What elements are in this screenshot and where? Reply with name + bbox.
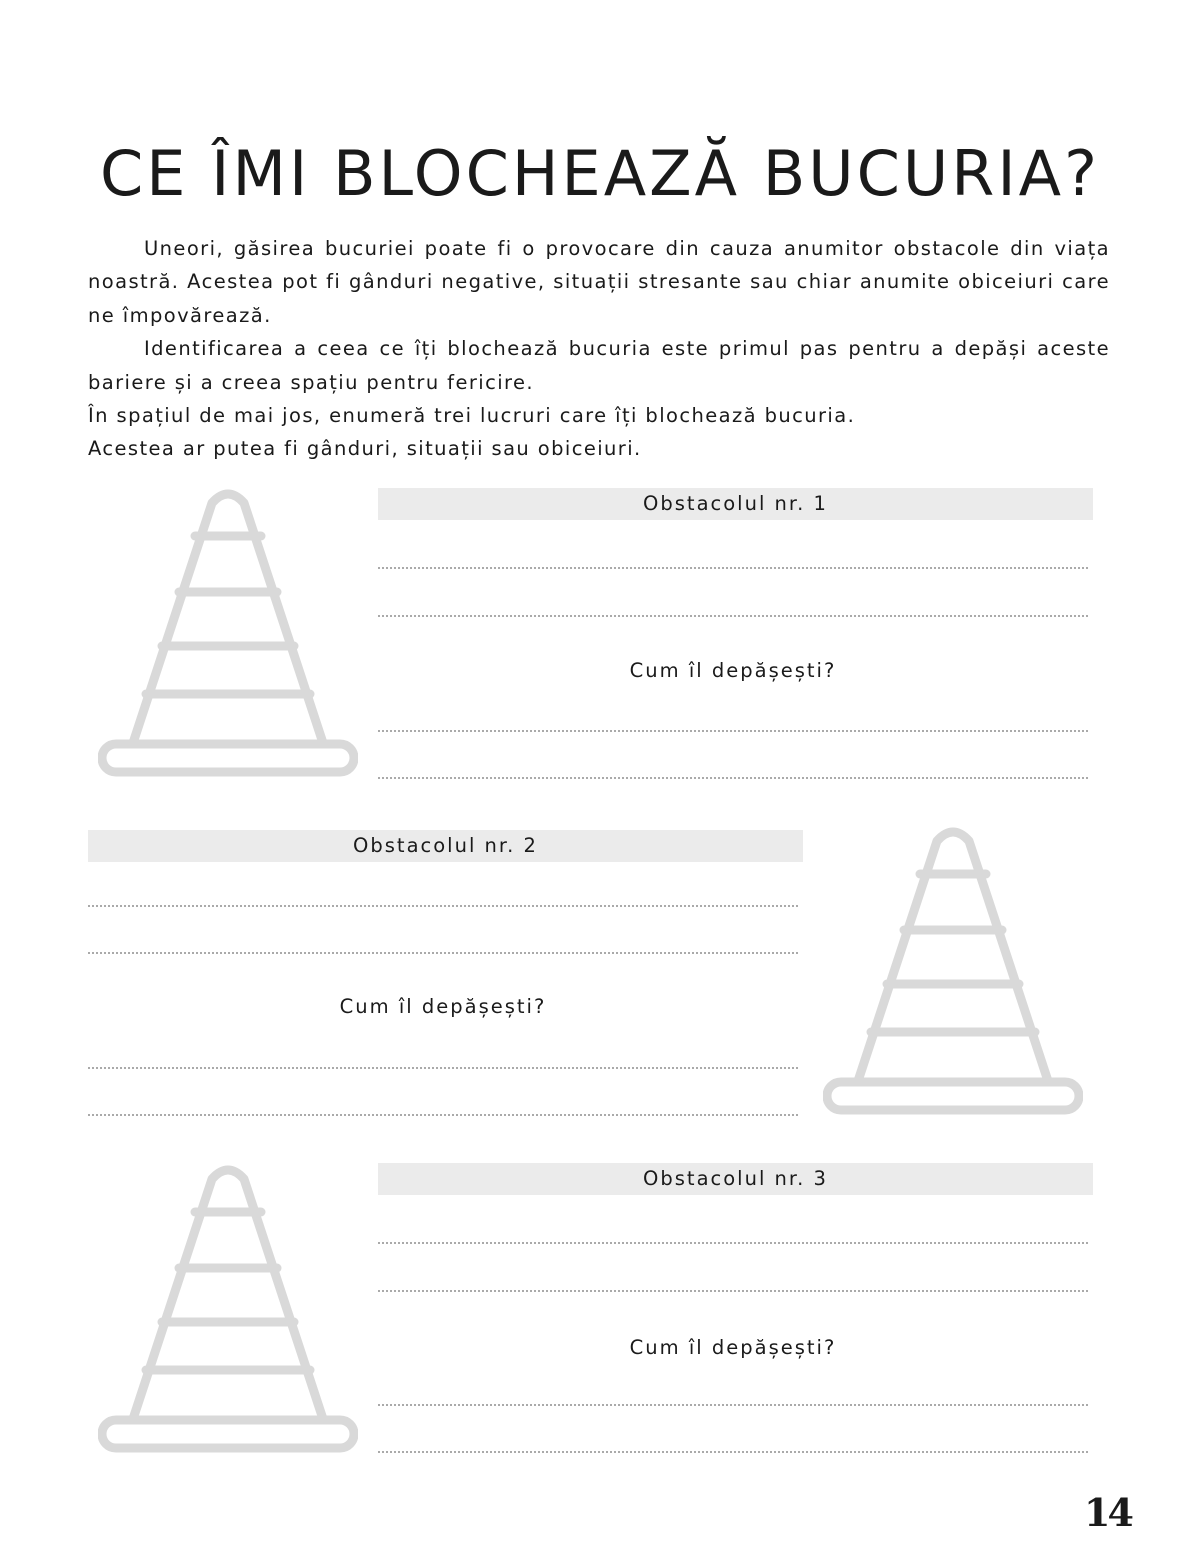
answer-line[interactable] xyxy=(378,1404,1088,1406)
answer-line[interactable] xyxy=(378,1242,1088,1244)
obstacle-3-heading: Obstacolul nr. 3 xyxy=(378,1163,1093,1195)
page-title: CE ÎMI BLOCHEAZĂ BUCURIA? xyxy=(100,137,1100,210)
intro-instruction: Acestea ar putea fi gânduri, situații sau obiceiuri. xyxy=(88,437,642,461)
answer-line[interactable] xyxy=(88,905,798,907)
traffic-cone-icon xyxy=(98,1164,358,1456)
intro-instruction: În spațiul de mai jos, enumeră trei lucruri care îți blochează bucuria. xyxy=(88,404,856,428)
answer-line[interactable] xyxy=(378,615,1088,617)
page-number: 14 xyxy=(1084,1490,1131,1535)
obstacle-3-question: Cum îl depășești? xyxy=(629,1336,837,1359)
obstacle-2-question: Cum îl depășești? xyxy=(339,995,547,1018)
answer-line[interactable] xyxy=(378,1451,1088,1453)
traffic-cone-icon xyxy=(823,826,1083,1118)
intro-paragraph: Uneori, găsirea bucuriei poate fi o provocare din cauza anumitor obstacole din viața noastră. Acestea pot fi gânduri negative, situații stresante sau chiar anumite obiceiuri care ne împovărează. xyxy=(88,237,1110,327)
answer-line[interactable] xyxy=(378,1290,1088,1292)
answer-line[interactable] xyxy=(88,1114,798,1116)
obstacle-2-heading: Obstacolul nr. 2 xyxy=(88,830,803,862)
intro-paragraph: Identificarea a ceea ce îți blochează bucuria este primul pas pentru a depăși aceste bariere și a creea spațiu pentru fericire. xyxy=(88,337,1110,394)
traffic-cone-icon xyxy=(98,488,358,780)
answer-line[interactable] xyxy=(88,1067,798,1069)
answer-line[interactable] xyxy=(88,952,798,954)
obstacle-1-question: Cum îl depășești? xyxy=(629,659,837,682)
answer-line[interactable] xyxy=(378,567,1088,569)
answer-line[interactable] xyxy=(378,777,1088,779)
obstacle-1-heading: Obstacolul nr. 1 xyxy=(378,488,1093,520)
answer-line[interactable] xyxy=(378,730,1088,732)
intro-text xyxy=(88,232,1110,466)
